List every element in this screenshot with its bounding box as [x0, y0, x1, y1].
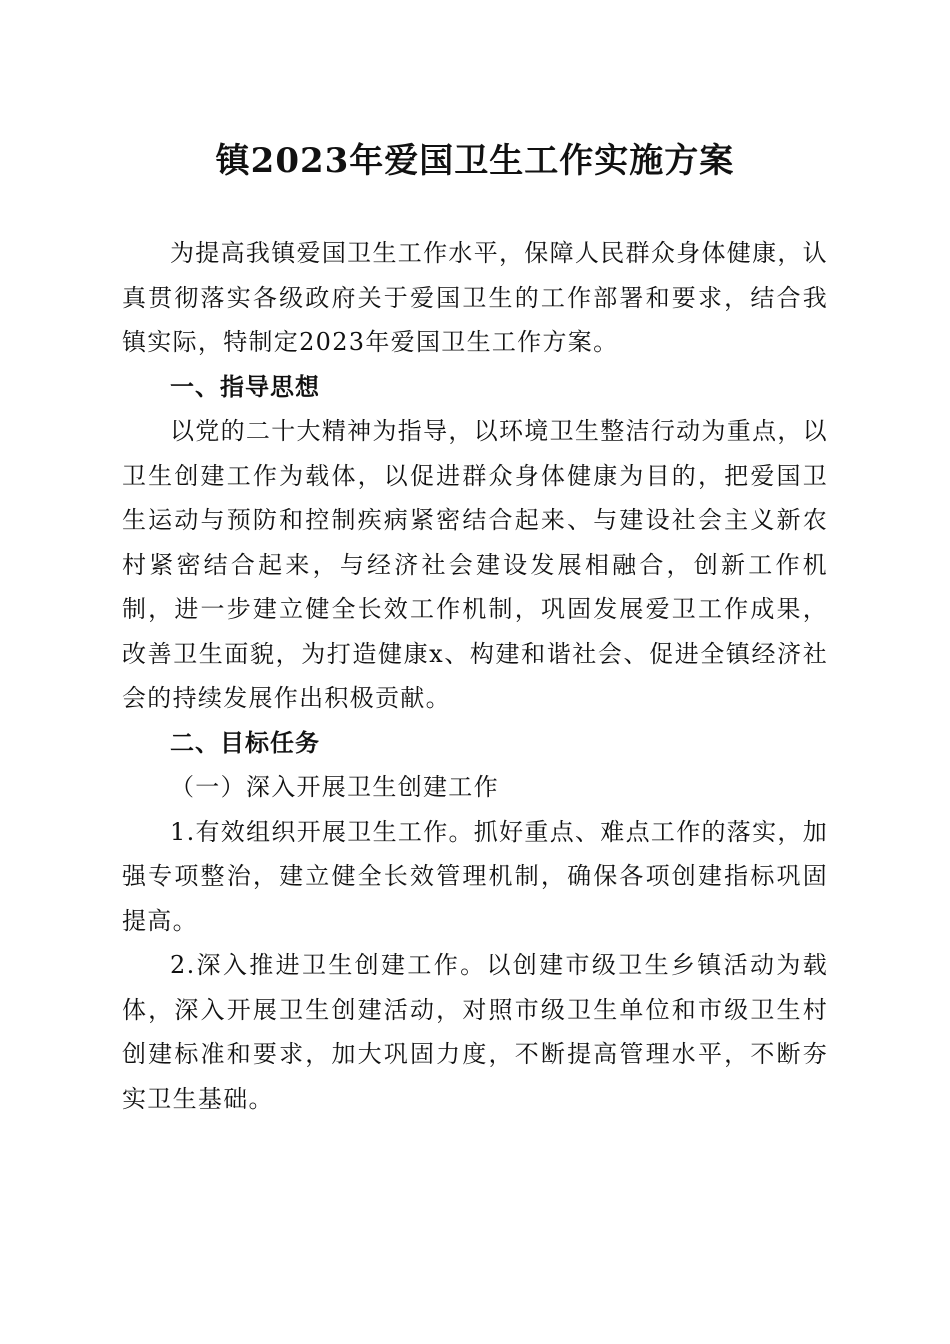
section-heading-goals-tasks: 二、目标任务: [170, 728, 320, 757]
document-title: 镇2023年爱国卫生工作实施方案: [215, 141, 735, 181]
guiding-ideology-paragraph: 以党的二十大精神为指导，以环境卫生整洁行动为重点，以卫生创建工作为载体，以促进群众身体健康为目的，把爱国卫生运动与预防和控制疾病紧密结合起来、与建设社会主义新农村紧密结合起来，与经济社会建设发展相融合，创新工作机制，进一步建立健全长效工作机制，巩固发展爱卫工作成果，改善卫生面貌，为打造健康x、构建和谐社会、促进全镇经济社会的持续发展作出积极贡献。: [122, 417, 828, 712]
task-item-2: 2.深入推进卫生创建工作。以创建市级卫生乡镇活动为载体，深入开展卫生创建活动，对照市级卫生单位和市级卫生村创建标准和要求，加大巩固力度，不断提高管理水平，不断夯实卫生基础。: [122, 951, 828, 1113]
intro-paragraph: 为提高我镇爱国卫生工作水平，保障人民群众身体健康，认真贯彻落实各级政府关于爱国卫生的工作部署和要求，结合我镇实际，特制定2023年爱国卫生工作方案。: [122, 239, 828, 356]
subsection-heading-health-creation: （一）深入开展卫生创建工作: [170, 773, 499, 801]
document-body: [122, 231, 828, 1121]
task-item-1: 1.有效组织开展卫生工作。抓好重点、难点工作的落实，加强专项整治，建立健全长效管理机制，确保各项创建指标巩固提高。: [122, 817, 828, 935]
section-heading-guiding-ideology: 一、指导思想: [170, 372, 320, 401]
